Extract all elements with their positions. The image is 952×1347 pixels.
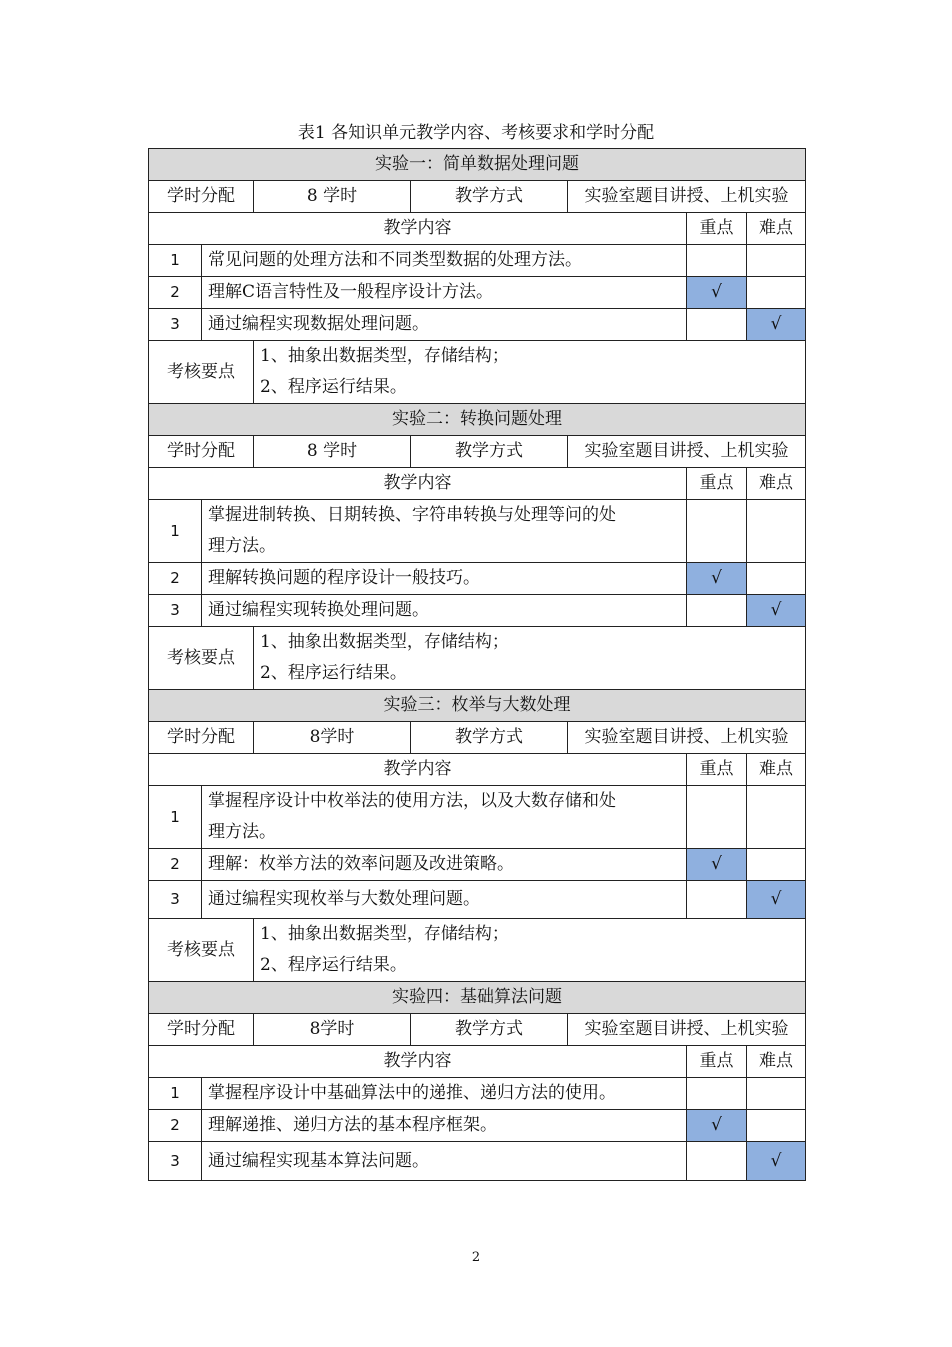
key-cell [687,1078,747,1110]
difficult-label: 难点 [747,754,806,786]
item-text: 通过编程实现枚举与大数处理问题。 [202,881,687,919]
experiment-4-title: 实验四：基础算法问题 [149,982,806,1014]
experiment-4-method: 实验室题目讲授、上机实验 [568,1014,806,1046]
key-cell [687,595,747,627]
table-row [149,1078,806,1110]
item-text: 通过编程实现基本算法问题。 [202,1142,687,1181]
key-label: 重点 [687,468,747,500]
item-text-line: 掌握程序设计中枚举法的使用方法，以及大数存储和处 [208,791,616,811]
table-caption: 表1 各知识单元教学内容、考核要求和学时分配 [297,123,655,143]
experiment-3-content-header [149,754,806,786]
assessment-label: 考核要点 [149,627,254,690]
hours-label: 学时分配 [149,1014,254,1046]
experiment-1-title: 实验一：简单数据处理问题 [149,149,806,181]
hours-label: 学时分配 [149,181,254,213]
difficult-cell [747,500,806,563]
item-text: 通过编程实现数据处理问题。 [202,309,687,341]
experiment-3-title-row [149,690,806,722]
item-number: 2 [149,277,202,309]
item-number: 1 [149,786,202,849]
difficult-label: 难点 [747,213,806,245]
table-row [149,786,806,849]
assessment-text [254,919,806,982]
difficult-cell [747,563,806,595]
table-row [149,595,806,627]
experiment-3-method: 实验室题目讲授、上机实验 [568,722,806,754]
key-cell [687,1142,747,1181]
hours-label: 学时分配 [149,722,254,754]
table-row [149,277,806,309]
assessment-text [254,341,806,404]
difficult-check-mark: √ [747,881,806,919]
key-label: 重点 [687,754,747,786]
experiment-1-info-row [149,181,806,213]
difficult-cell [747,849,806,881]
table-row [149,849,806,881]
assessment-line: 2、程序运行结果。 [260,377,407,397]
content-label: 教学内容 [149,754,687,786]
experiment-1-method: 实验室题目讲授、上机实验 [568,181,806,213]
content-label: 教学内容 [149,1046,687,1078]
experiment-1-content-header [149,213,806,245]
experiment-4-hours: 8学时 [254,1014,411,1046]
item-text [202,786,687,849]
content-label: 教学内容 [149,468,687,500]
key-check-mark: √ [687,563,747,595]
item-number: 2 [149,1110,202,1142]
key-cell [687,500,747,563]
experiment-1-assessment-row [149,341,806,404]
table-row [149,1142,806,1181]
experiment-2-title-row [149,404,806,436]
item-text: 理解C语言特性及一般程序设计方法。 [202,277,687,309]
difficult-cell [747,786,806,849]
experiment-2-hours: 8 学时 [254,436,411,468]
difficult-label: 难点 [747,1046,806,1078]
key-check-mark: √ [687,849,747,881]
assessment-line: 2、程序运行结果。 [260,663,407,683]
item-text: 理解：枚举方法的效率问题及改进策略。 [202,849,687,881]
table-row [149,563,806,595]
difficult-check-mark: √ [747,595,806,627]
experiment-3-title: 实验三：枚举与大数处理 [149,690,806,722]
assessment-line: 1、抽象出数据类型，存储结构； [260,346,509,366]
hours-label: 学时分配 [149,436,254,468]
experiment-4-content-header [149,1046,806,1078]
difficult-cell [747,1110,806,1142]
experiment-2-content-header [149,468,806,500]
page-number: 2 [471,1250,481,1265]
key-check-mark: √ [687,277,747,309]
item-text: 通过编程实现转换处理问题。 [202,595,687,627]
assessment-label: 考核要点 [149,341,254,404]
key-label: 重点 [687,213,747,245]
item-text: 常见问题的处理方法和不同类型数据的处理方法。 [202,245,687,277]
table-row [149,881,806,919]
item-text: 掌握程序设计中基础算法中的递推、递归方法的使用。 [202,1078,687,1110]
key-cell [687,786,747,849]
key-cell [687,881,747,919]
content-label: 教学内容 [149,213,687,245]
experiment-1-title-row [149,149,806,181]
item-text: 理解递推、递归方法的基本程序框架。 [202,1110,687,1142]
item-number: 3 [149,881,202,919]
method-label: 教学方式 [411,1014,568,1046]
table-row [149,309,806,341]
method-label: 教学方式 [411,436,568,468]
table-row [149,1110,806,1142]
key-label: 重点 [687,1046,747,1078]
experiment-1-hours: 8 学时 [254,181,411,213]
knowledge-unit-table [148,148,806,1181]
experiment-2-info-row [149,436,806,468]
table-row [149,245,806,277]
item-number: 3 [149,309,202,341]
item-text [202,500,687,563]
table-row [149,500,806,563]
assessment-text [254,627,806,690]
experiment-3-assessment-row [149,919,806,982]
item-text-line: 掌握进制转换、日期转换、字符串转换与处理等问的处 [208,505,616,525]
item-text: 理解转换问题的程序设计一般技巧。 [202,563,687,595]
assessment-line: 2、程序运行结果。 [260,955,407,975]
item-number: 1 [149,1078,202,1110]
assessment-line: 1、抽象出数据类型，存储结构； [260,924,509,944]
experiment-3-info-row [149,722,806,754]
item-number: 2 [149,563,202,595]
item-text-line: 理方法。 [208,822,276,842]
method-label: 教学方式 [411,181,568,213]
experiment-2-assessment-row [149,627,806,690]
experiment-3-hours: 8学时 [254,722,411,754]
key-cell [687,245,747,277]
item-number: 1 [149,245,202,277]
assessment-label: 考核要点 [149,919,254,982]
item-number: 3 [149,595,202,627]
difficult-cell [747,245,806,277]
key-cell [687,309,747,341]
difficult-check-mark: √ [747,1142,806,1181]
item-number: 3 [149,1142,202,1181]
experiment-2-title: 实验二：转换问题处理 [149,404,806,436]
item-number: 1 [149,500,202,563]
difficult-cell [747,1078,806,1110]
difficult-label: 难点 [747,468,806,500]
key-check-mark: √ [687,1110,747,1142]
item-text-line: 理方法。 [208,536,276,556]
assessment-line: 1、抽象出数据类型，存储结构； [260,632,509,652]
difficult-check-mark: √ [747,309,806,341]
experiment-4-title-row [149,982,806,1014]
difficult-cell [747,277,806,309]
item-number: 2 [149,849,202,881]
experiment-4-info-row [149,1014,806,1046]
method-label: 教学方式 [411,722,568,754]
experiment-2-method: 实验室题目讲授、上机实验 [568,436,806,468]
